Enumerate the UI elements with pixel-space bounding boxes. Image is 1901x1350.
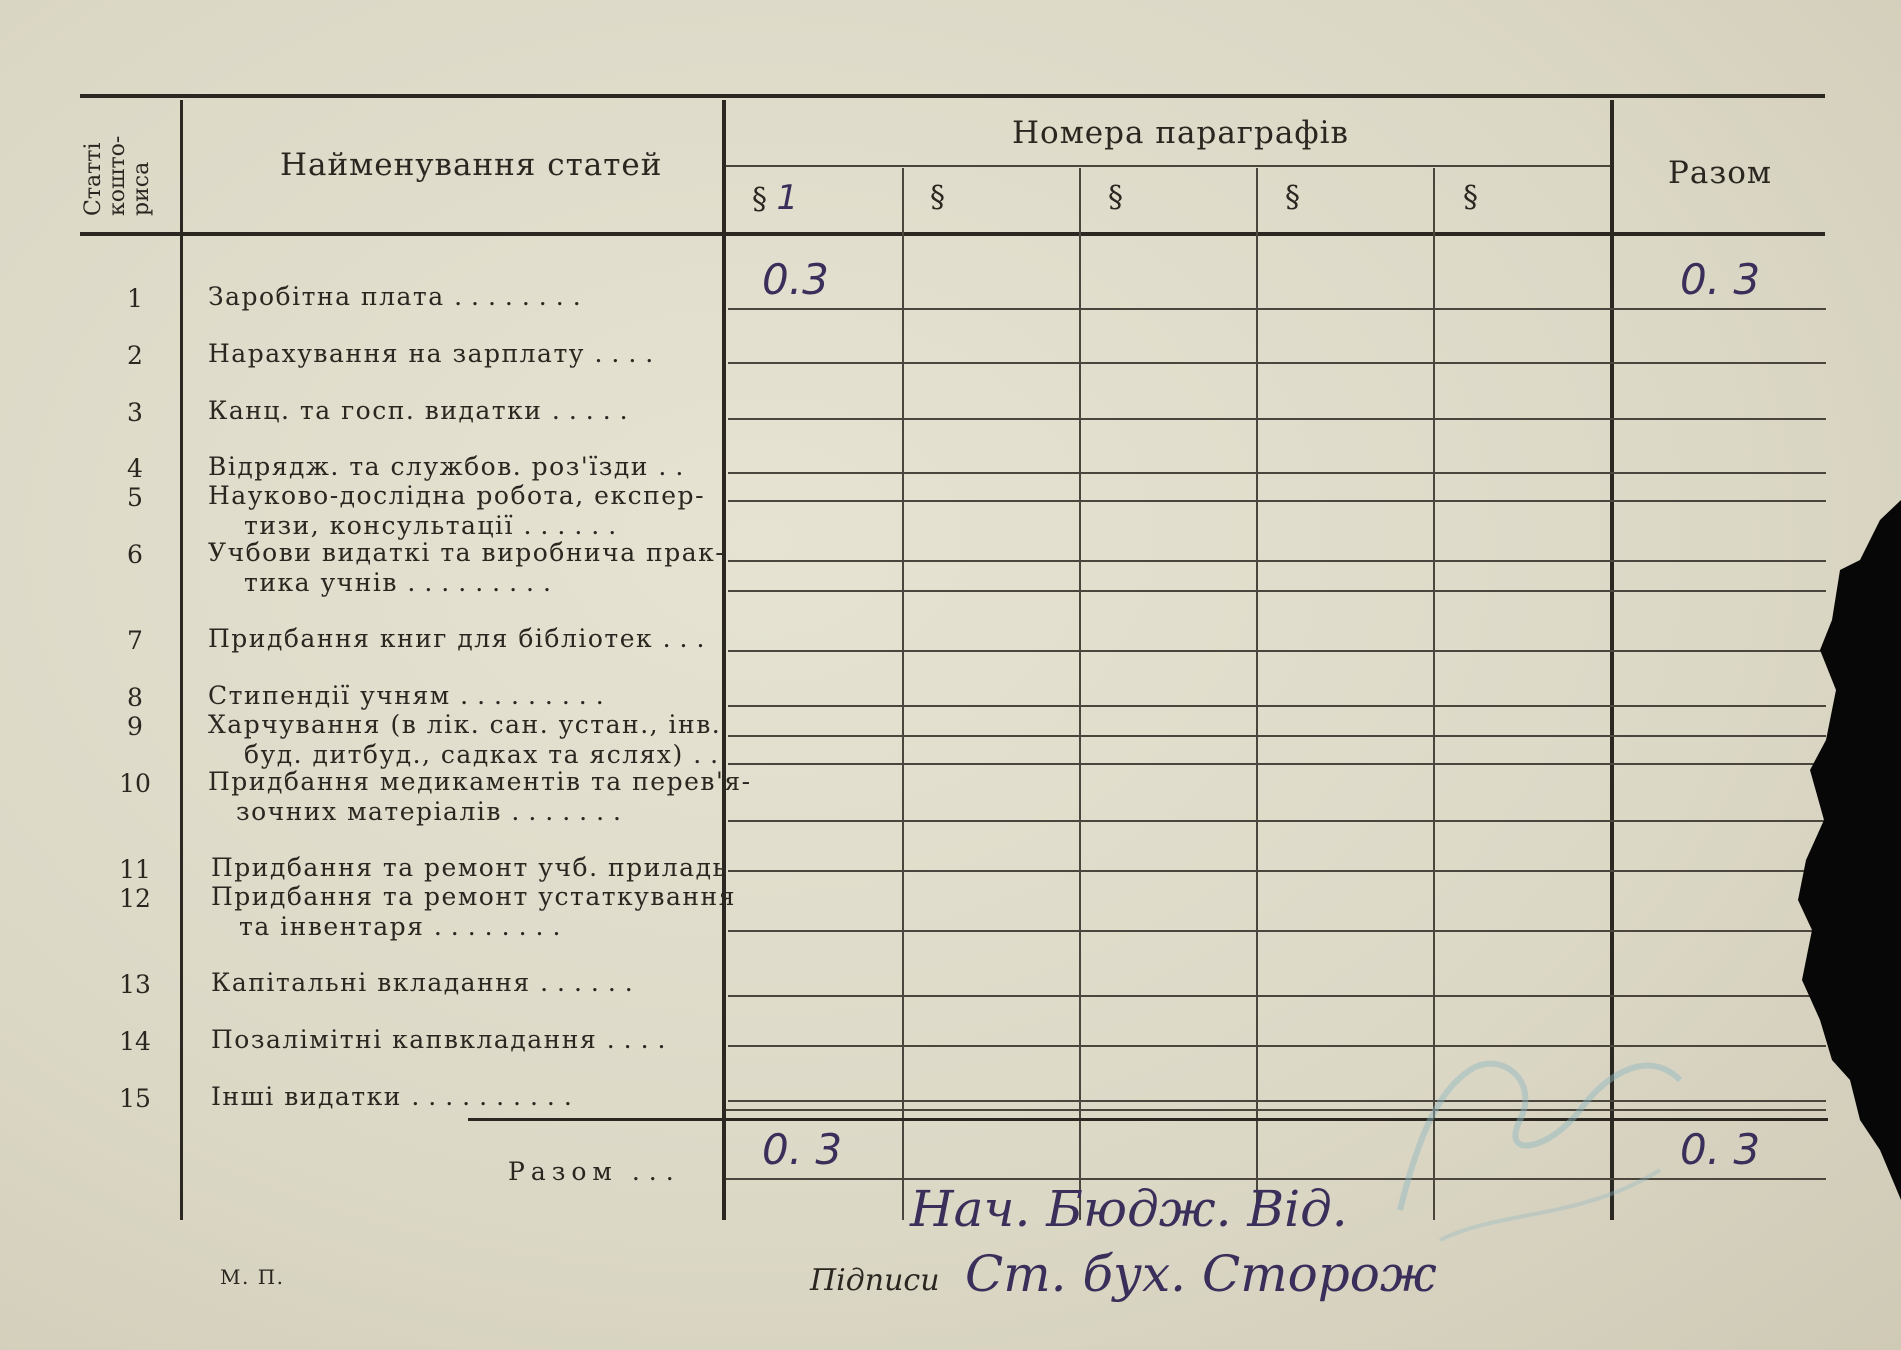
totals-label: Разом ... — [508, 1157, 683, 1186]
row-label: Харчування (в лік. сан. устан., інв. буд. дитбуд., садках та яслях) .. — [208, 710, 728, 769]
row-label: Канц. та госп. видатки ..... — [208, 396, 637, 425]
row-number: 1 — [127, 284, 143, 313]
row-number: 12 — [119, 884, 151, 913]
row-label: Позалімітні капвкладання .... — [211, 1025, 675, 1054]
col-rule-name — [722, 100, 726, 1220]
row-label: Стипендії учням ......... — [208, 681, 613, 710]
row-label: Придбання книг для бібліотек ... — [208, 624, 714, 653]
totals-paragraph-1-value: 0. 3 — [762, 1125, 843, 1174]
row-label: Придбання та ремонт учб. приладь — [211, 853, 728, 882]
row-rule — [728, 500, 1826, 502]
row-label: Відрядж. та службов. роз'їзди .. — [208, 452, 693, 481]
row-number: 8 — [127, 683, 143, 712]
paragraphs-header: Номера параграфів — [1012, 115, 1350, 151]
header-bottom-rule — [80, 232, 1825, 236]
row-rule — [728, 930, 1826, 932]
paragraph-1-header: § 1 — [752, 178, 799, 218]
col-rule-article — [180, 100, 183, 1220]
row-number: 9 — [127, 712, 143, 741]
row-rule — [728, 763, 1826, 765]
row-rule — [728, 590, 1826, 592]
row-number: 11 — [119, 855, 151, 884]
row-rule — [728, 418, 1826, 420]
col-rule-p1 — [902, 168, 904, 1220]
paragraphs-subheader-rule — [725, 165, 1610, 167]
row-1-paragraph-1-value: 0.3 — [762, 255, 829, 304]
row-number: 15 — [119, 1084, 151, 1113]
col-rule-p2 — [1079, 168, 1081, 1220]
row-label: Нарахування на зарплату .... — [208, 339, 663, 368]
row-rule — [728, 362, 1826, 364]
row-label: Науково-дослідна робота, експер- тизи, консультації ...... — [208, 481, 706, 540]
row-number: 5 — [127, 483, 143, 512]
row-label: Капітальні вкладання ...... — [211, 968, 642, 997]
row-label: Придбання та ремонт устаткування та інвентаря ........ — [211, 882, 736, 941]
paragraph-3-header: § — [1108, 180, 1123, 215]
row-number: 14 — [119, 1027, 151, 1056]
row-label: Придбання медикаментів та перев'я- зочних матеріалів ....... — [208, 767, 752, 826]
paragraph-5-header: § — [1463, 180, 1478, 215]
row-number: 7 — [127, 626, 143, 655]
stamp-place-label: М. П. — [220, 1265, 285, 1289]
row-rule — [728, 308, 1826, 310]
row-rule — [728, 560, 1826, 562]
row-rule — [728, 472, 1826, 474]
row-rule — [728, 650, 1826, 652]
row-number: 10 — [119, 769, 151, 798]
row-label: Учбови видаткі та виробнича прак- тика учнів ......... — [208, 538, 726, 597]
row-rule — [728, 820, 1826, 822]
signature-2: Ст. бух. Сторож — [965, 1245, 1437, 1303]
row-1-total-value: 0. 3 — [1680, 255, 1761, 304]
signatures-label: Підписи — [810, 1263, 940, 1298]
total-col-header: Разом — [1668, 155, 1773, 191]
row-rule — [728, 870, 1826, 872]
row-number: 4 — [127, 454, 143, 483]
totals-total-value: 0. 3 — [1680, 1125, 1761, 1174]
row-number: 6 — [127, 540, 143, 569]
burnt-edge-damage — [1740, 500, 1901, 1200]
row-number: 13 — [119, 970, 151, 999]
row-rule — [728, 995, 1826, 997]
col-rule-p3 — [1256, 168, 1258, 1220]
paragraph-4-header: § — [1285, 180, 1300, 215]
row-label: Інші видатки .......... — [211, 1082, 581, 1111]
row-rule — [728, 705, 1826, 707]
paragraph-2-header: § — [930, 180, 945, 215]
row-label: Заробітна плата ........ — [208, 282, 590, 311]
article-col-header: Статті кошто- риса — [81, 135, 154, 216]
table-top-rule — [80, 94, 1825, 98]
row-rule — [728, 735, 1826, 737]
row-number: 2 — [127, 341, 143, 370]
faded-stamp-mark — [1380, 1010, 1710, 1250]
signature-1: Нач. Бюдж. Від. — [910, 1180, 1348, 1238]
row-number: 3 — [127, 398, 143, 427]
name-col-header: Найменування статей — [280, 147, 663, 183]
